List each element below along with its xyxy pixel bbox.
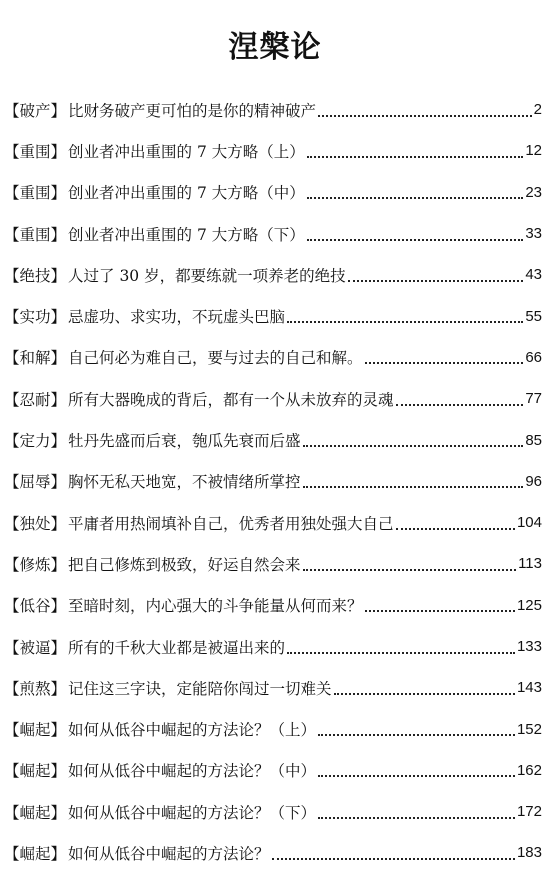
toc-entry-title: 至暗时刻，内心强大的斗争能量从何而来？ [68,597,363,616]
toc-dot-leader [287,321,523,323]
toc-page-number: 152 [516,720,542,738]
toc-entry-tag: 【和解】 [4,349,67,368]
toc-page-number: 66 [525,348,542,366]
toc-page-number: 2 [533,101,542,119]
toc-dot-leader [365,362,524,364]
toc-dot-leader [396,528,515,530]
toc-page-number: 133 [516,638,542,655]
toc-page-number: 33 [525,225,542,243]
toc-entry[interactable] [0,337,550,378]
toc-page-number: 113 [518,555,542,573]
toc-entry-title: 如何从低谷中崛起的方法论？ [68,844,270,863]
toc-entry-title: 创业者冲出重围的 7 大方略（中） [68,184,305,203]
toc-dot-leader [303,486,524,488]
toc-entry-title: 比财务破产更可怕的是你的精神破产 [68,101,317,120]
toc-entry-tag: 【破产】 [4,101,67,120]
toc-entry-title: 自己何必为难自己，要与过去的自己和解。 [68,349,363,368]
toc-entry[interactable] [0,667,550,708]
toc-entry[interactable] [0,585,550,626]
toc-entry[interactable] [0,708,550,749]
toc-page-number: 12 [525,142,542,160]
toc-entry-title: 人过了 30 岁，都要练就一项养老的绝技 [68,266,346,285]
toc-entry-tag: 【崛起】 [4,803,67,822]
toc-entry[interactable] [0,254,550,295]
toc-entry-title: 把自己修炼到极致，好运自然会来 [68,555,301,574]
toc-page-number: 77 [525,390,542,408]
toc-page-number: 183 [516,844,542,862]
toc-dot-leader [318,817,515,819]
toc-dot-leader [348,280,524,282]
toc-entry-tag: 【屈辱】 [4,473,67,492]
toc-entry-tag: 【实功】 [4,308,67,327]
toc-entry-title: 如何从低谷中崛起的方法论？（上） [68,721,317,740]
toc-dot-leader [303,569,517,571]
toc-entry-title: 胸怀无私天地宽，不被情绪所掌控 [68,473,301,492]
document-title: 涅槃论 [228,30,322,66]
toc-page-number: 172 [516,803,542,821]
toc-entry-title: 创业者冲出重围的 7 大方略（下） [68,225,305,244]
toc-entry[interactable] [0,419,550,460]
toc-page-number: 104 [516,514,542,532]
toc-dot-leader [365,610,515,612]
toc-entry[interactable] [0,626,550,667]
toc-page-number: 96 [525,472,542,490]
toc-dot-leader [303,445,524,447]
toc-entry[interactable] [0,543,550,584]
toc-dot-leader [318,775,515,777]
toc-entry-tag: 【崛起】 [4,762,67,781]
toc-dot-leader [307,156,524,158]
toc-entry-tag: 【被逼】 [4,638,67,657]
toc-entry[interactable] [0,378,550,419]
toc-entry-tag: 【崛起】 [4,844,67,863]
toc-entry-title: 创业者冲出重围的 7 大方略（上） [68,142,305,161]
toc-dot-leader [272,858,515,860]
toc-entry-title: 所有大器晚成的背后，都有一个从未放弃的灵魂 [68,390,394,409]
toc-entry[interactable] [0,461,550,502]
toc-entry[interactable] [0,295,550,336]
toc-entry-title: 平庸者用热闹填补自己，优秀者用独处强大自己 [68,514,394,533]
toc-entry[interactable] [0,89,550,130]
toc-entry-title: 牡丹先盛而后衰，匏瓜先衰而后盛 [68,432,301,451]
toc-entry-tag: 【煎熬】 [4,679,67,698]
toc-entry-title: 忌虚功、求实功，不玩虚头巴脑 [68,308,286,327]
toc-dot-leader [287,652,515,654]
toc-dot-leader [396,404,524,406]
toc-entry[interactable] [0,791,550,832]
toc-entry-tag: 【绝技】 [4,266,67,285]
toc-page-number: 85 [525,431,542,449]
toc-entry-tag: 【修炼】 [4,555,67,574]
toc-entry-tag: 【低谷】 [4,597,67,616]
toc-dot-leader [318,115,532,117]
toc-entry-title: 所有的千秋大业都是被逼出来的 [68,638,286,657]
toc-page-number: 23 [525,183,542,201]
toc-entry-tag: 【重围】 [4,142,67,161]
toc-entry[interactable] [0,502,550,543]
toc-entry-tag: 【重围】 [4,225,67,244]
toc-page-number: 143 [516,679,542,697]
toc-entry-tag: 【忍耐】 [4,390,67,409]
table-of-contents [0,89,550,874]
toc-page-number: 43 [525,266,542,284]
toc-entry-tag: 【独处】 [4,514,67,533]
toc-dot-leader [307,239,524,241]
toc-entry-tag: 【定力】 [4,432,67,451]
toc-entry-title: 记住这三字诀，定能陪你闯过一切难关 [68,679,332,698]
toc-entry-tag: 【崛起】 [4,721,67,740]
toc-entry-title: 如何从低谷中崛起的方法论？（下） [68,803,317,822]
toc-dot-leader [334,693,515,695]
toc-entry[interactable] [0,172,550,213]
toc-entry-title: 如何从低谷中崛起的方法论？（中） [68,762,317,781]
toc-entry[interactable] [0,832,550,873]
toc-page-number: 55 [525,307,542,325]
toc-entry[interactable] [0,213,550,254]
toc-entry[interactable] [0,130,550,171]
toc-entry[interactable] [0,750,550,791]
toc-entry-tag: 【重围】 [4,184,67,203]
toc-dot-leader [307,197,524,199]
toc-page-number: 162 [516,761,542,779]
toc-dot-leader [318,734,515,736]
toc-page-number: 125 [516,596,542,614]
